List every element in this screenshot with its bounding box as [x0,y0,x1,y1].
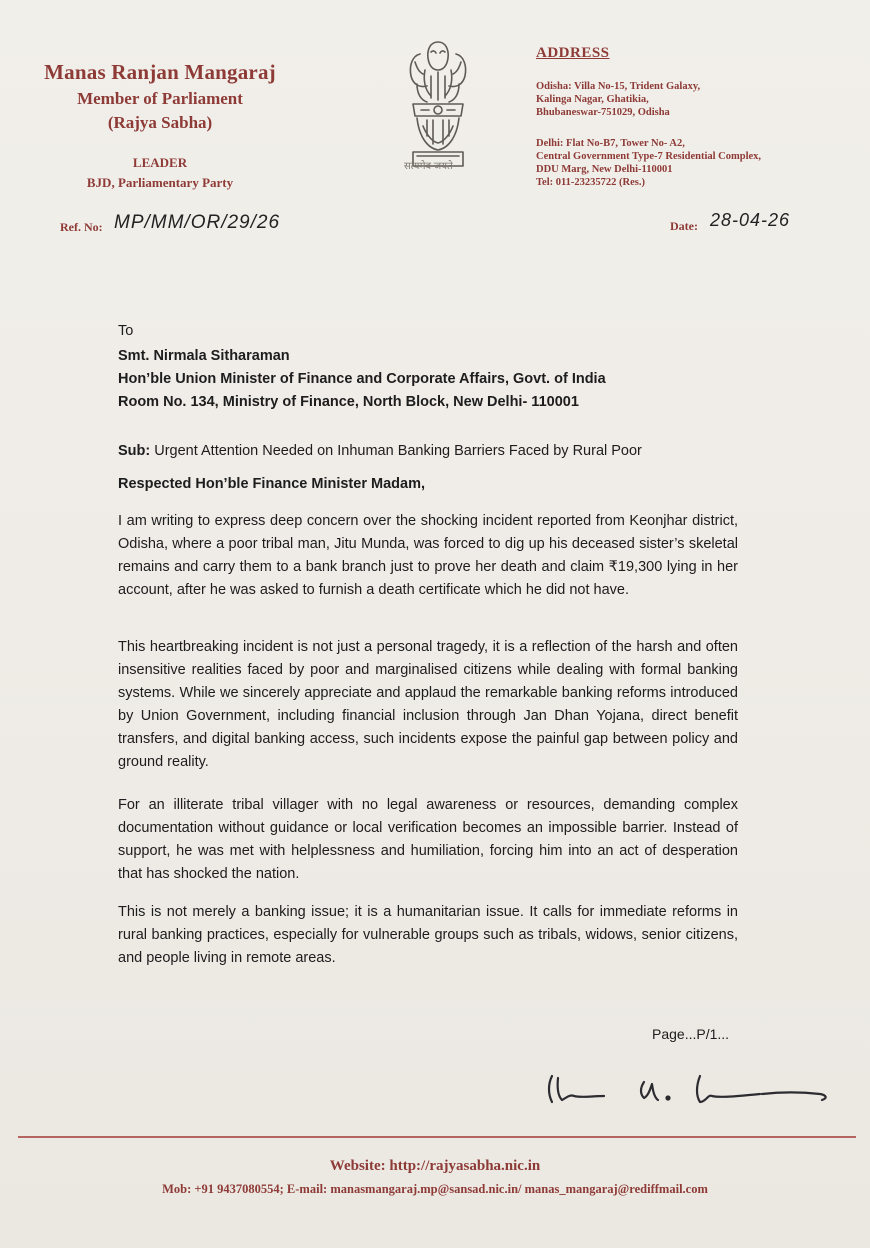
ref-label: Ref. No: [60,220,103,234]
salutation: Respected Hon’ble Finance Minister Madam, [118,476,425,492]
to-line: To [118,323,134,339]
footer-contact: Mob: +91 9437080554; E-mail: manasmangaraj.mp@sansad.nic.in/ manas_mangaraj@rediffmail.com [162,1182,708,1196]
recipient-name: Smt. Nirmala Sitharaman [118,348,290,364]
page-number: Page...P/1... [652,1026,730,1042]
sender-name: Manas Ranjan Mangaraj [44,60,276,84]
sender-house: (Rajya Sabha) [107,113,213,132]
recipient-address: Room No. 134, Ministry of Finance, North Block, New Delhi- 110001 [118,394,579,410]
footer-divider [18,1136,856,1138]
paragraph-1: I am writing to express deep concern over the shocking incident reported from Keonjhar district, Odisha, where a poor tribal man, Jitu Munda, was forced to dig up his deceased sister’s skeletal remains and carry them to a bank branch just to prove her death and claim ₹19,300 lying in her account, after he was asked to furnish a death certificate which he did not have. [118,513,738,598]
ref-number-handwritten: MP/MM/OR/29/26 [114,212,281,233]
paragraph-2: This heartbreaking incident is not just a personal tragedy, it is a reflection of the harsh and often insensitive realities faced by poor and marginalised citizens while dealing with formal banking systems. While we sincerely appreciate and applaud the remarkable banking reforms introduced by Union Government, including financial inclusion through Jan Dhan Yojana, direct benefit transfers, and digital banking access, such incidents expose the painful gap between policy and ground reality. [118,639,738,770]
sender-role: Member of Parliament [77,89,243,108]
footer-website: Website: http://rajyasabha.nic.in [329,1158,541,1174]
address-delhi: Delhi: Flat No-B7, Tower No- A2, Central Government Type-7 Residential Complex, DDU Marg, New Delhi-110001 Tel: 011-23235722 (Res.) [536,138,762,188]
date-handwritten: 28-04-26 [710,210,791,230]
signature-icon [540,1062,840,1112]
address-odisha: Odisha: Villa No-15, Trident Galaxy, Kalinga Nagar, Ghatikia, Bhubaneswar-751029, Odisha [536,81,701,118]
date-label: Date: [670,219,698,233]
subject-text: Urgent Attention Needed on Inhuman Banking Barriers Faced by Rural Poor [154,443,642,459]
recipient-block [118,345,738,414]
sender-leader: LEADER [132,155,188,170]
paragraph-4: This is not merely a banking issue; it is a humanitarian issue. It calls for immediate reforms in rural banking practices, especially for vulnerable groups such as tribals, widows, senior citizens, and people living in remote areas. [118,904,738,966]
paragraph-3: For an illiterate tribal villager with no legal awareness or resources, demanding complex documentation without guidance or local verification becomes an impossible barrier. Instead of support, he was met with helplessness and humiliation, forcing him into an act of desperation that has shocked the nation. [118,797,738,882]
subject-line [118,440,738,463]
sender-party: BJD, Parliamentary Party [86,175,234,190]
national-emblem-icon [397,36,479,176]
subject-label: Sub: [118,443,151,459]
letterhead-address [536,45,856,189]
recipient-designation: Hon’ble Union Minister of Finance and Corporate Affairs, Govt. of India [118,371,606,387]
letterhead-sender [40,60,280,191]
address-title: ADDRESS [536,45,610,61]
emblem-motto: सत्यमेव जयते [404,161,453,172]
